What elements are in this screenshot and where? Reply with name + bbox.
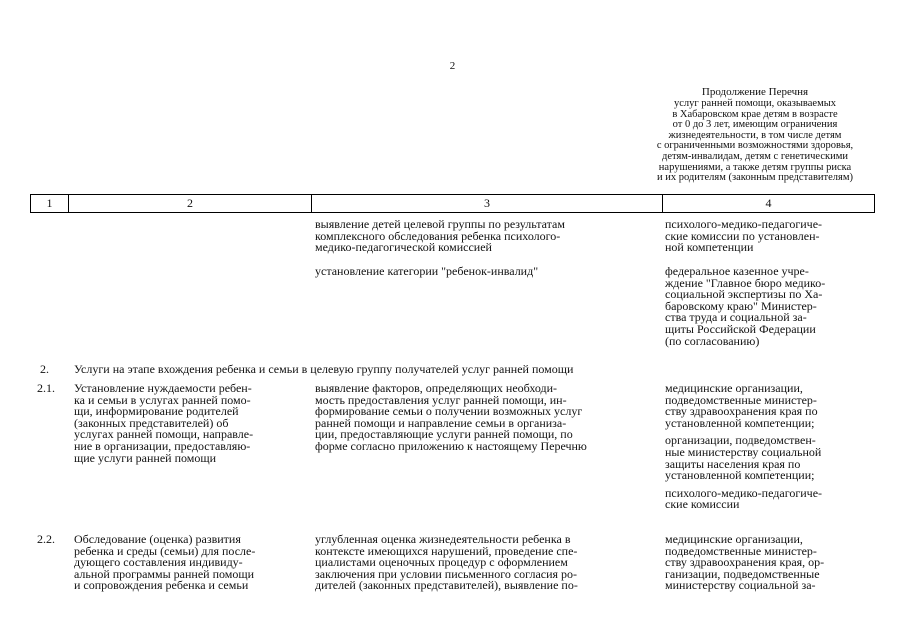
item-providers <box>665 534 875 592</box>
row-activity <box>315 266 660 278</box>
subtitle-line: с ограниченными возможностями здоровья, <box>656 140 854 152</box>
subtitle-line: детям-инвалидам, детям с генетическими <box>662 150 848 162</box>
text-line: установленной компетенции; <box>665 468 815 483</box>
provider-group <box>665 383 875 429</box>
continuation-title: Продолжение Перечня <box>701 86 809 98</box>
row-provider <box>665 266 875 347</box>
text-line: дителей (законных представителей), выявление по- <box>315 578 578 593</box>
text-line: ные министерству социальной <box>665 444 822 459</box>
text-line: Обследование (оценка) развития <box>74 532 241 546</box>
row-provider <box>665 219 875 254</box>
text-line: Установление нуждаемости ребен- <box>74 381 252 395</box>
subtitle-line: нарушениями, а также детям группы риска <box>658 161 852 173</box>
text-line: федеральное казенное учре- <box>665 264 809 278</box>
subtitle-line: жизнедеятельности, в том числе детям <box>668 129 842 141</box>
text-line: ства труда и социальной за- <box>665 310 807 325</box>
text-line: ребенка и среды (семьи) для после- <box>74 543 256 558</box>
item-activity <box>315 383 660 453</box>
text-line: подведомственные министер- <box>665 543 817 558</box>
text-line: медицинские организации, <box>665 381 803 395</box>
text-line: психолого-медико-педагогиче- <box>665 485 823 500</box>
text-line: организации, подведомствен- <box>665 433 816 448</box>
text-line: ной компетенции <box>665 240 754 255</box>
text-line: защиты населения края по <box>665 456 801 471</box>
text-line: ству здравоохранения края, ор- <box>665 555 825 570</box>
text-line: заключения при условии письменного согласия ро- <box>315 566 578 581</box>
text-line: и сопровождения ребенка и семьи <box>74 578 249 593</box>
text-line: услугах ранней помощи, направле- <box>74 427 254 442</box>
subtitle-line: в Хабаровском крае детям в возрасте <box>672 108 838 120</box>
text-line: ранней помощи и направление семьи в организа- <box>315 415 567 430</box>
item-service <box>74 534 312 592</box>
provider-group <box>665 485 875 512</box>
text-line: ции, предоставляющие услуги ранней помощи, по <box>315 427 573 442</box>
text-line: ству здравоохранения края по <box>665 404 818 419</box>
text-line: дующего составления индивиду- <box>74 555 243 570</box>
text-line: выявление факторов, определяющих необходи- <box>315 381 558 395</box>
text-line: мость предоставления услуг ранней помощи, ин- <box>315 392 567 407</box>
text-line: ские комиссии <box>665 497 740 512</box>
text-line: формирование семьи о получении возможных услуг <box>315 404 583 419</box>
row-activity <box>315 219 660 254</box>
text-line: психолого-медико-педагогиче- <box>665 217 823 231</box>
text-line: форме согласно приложению к настоящему Перечню <box>315 438 587 453</box>
text-line: установленной компетенции; <box>665 415 815 430</box>
text-line: контексте имеющихся нарушений, проведение спе- <box>315 543 578 558</box>
item-service <box>74 383 312 464</box>
text-line: установление категории "ребенок-инвалид" <box>315 264 539 278</box>
text-line: министерству социальной за- <box>665 578 816 593</box>
subtitle-line: услуг ранней помощи, оказываемых <box>673 98 837 109</box>
text-line: альной программы ранней помощи <box>74 566 255 581</box>
section-number: 2. <box>40 362 49 376</box>
text-line: ждение "Главное бюро медико- <box>665 275 826 290</box>
text-line: ские комиссии по установлен- <box>665 228 820 243</box>
text-line: медико-педагогической комиссией <box>315 240 492 255</box>
text-line: (законных представителей) об <box>74 415 229 430</box>
item-number: 2.1. <box>37 381 55 395</box>
header-cell: 2 <box>69 195 312 212</box>
item-activity <box>315 534 660 592</box>
subtitle-line: и их родителям (законным представителям) <box>657 172 853 184</box>
text-line: ние в организации, предоставляю- <box>74 438 251 453</box>
text-line: углубленная оценка жизнедеятельности ребенка в <box>315 532 571 546</box>
text-line: подведомственные министер- <box>665 392 817 407</box>
text-line: баровскому краю" Министер- <box>665 298 817 313</box>
text-line: ка и семьи в услугах ранней помо- <box>74 392 251 407</box>
item-providers <box>665 383 875 517</box>
page-number: 2 <box>449 60 456 72</box>
text-line: циалистами оценочных процедур с оформлением <box>315 555 568 570</box>
text-line: щиты Российской Федерации <box>665 321 816 336</box>
header-cell: 4 <box>765 196 772 210</box>
text-line: ганизации, подведомственные <box>665 566 820 581</box>
provider-group <box>665 435 875 481</box>
continuation-subtitle <box>615 99 895 184</box>
section-title: Услуги на этапе вхождения ребенка и семьи в целевую группу получателей услуг ранней помощи <box>74 362 574 376</box>
text-line: щи, информирование родителей <box>74 404 239 419</box>
text-line: (по согласованию) <box>665 333 760 348</box>
text-line: социальной экспертизы по Ха- <box>665 287 823 302</box>
header-cell: 1 <box>31 195 69 212</box>
subtitle-line: от 0 до 3 лет, имеющим ограничения <box>672 119 838 131</box>
text-line: щие услуги ранней помощи <box>74 450 217 465</box>
table-header <box>30 194 875 213</box>
text-line: медицинские организации, <box>665 532 803 546</box>
item-number: 2.2. <box>37 532 55 546</box>
text-line: комплексного обследования ребенка психолого- <box>315 228 561 243</box>
text-line: выявление детей целевой группы по результатам <box>315 217 565 231</box>
header-cell: 3 <box>312 195 663 212</box>
